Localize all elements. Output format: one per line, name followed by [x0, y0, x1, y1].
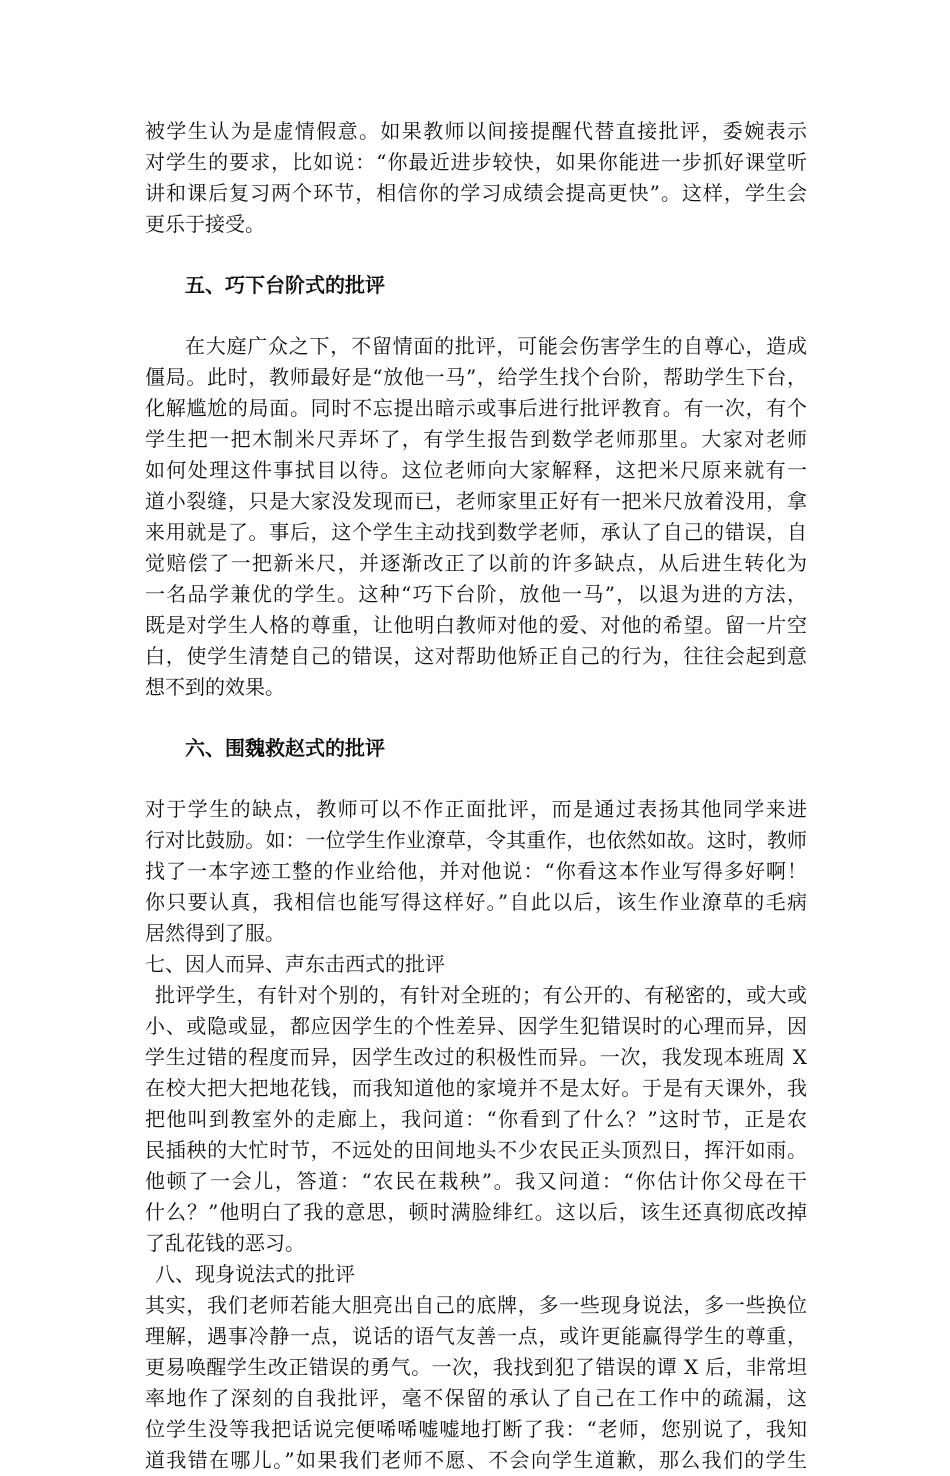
- text-line: 你只要认真，我相信也能写得这样好。”自此以后，该生作业潦草的毛病: [145, 890, 807, 914]
- text-line: 小、或隐或显，都应因学生的个性差异、因学生犯错误时的心理而异，因: [145, 1014, 807, 1038]
- text-line: 批评学生，有针对个别的，有针对全班的；有公开的、有秘密的，或大或: [155, 983, 807, 1007]
- text-line: 化解尴尬的局面。同时不忘提出暗示或事后进行批评教育。有一次，有个: [145, 396, 807, 420]
- text-line: 找了一本字迹工整的作业给他，并对他说：“你看这本作业写得多好啊！: [145, 859, 807, 883]
- section-heading-8: 八、现身说法式的批评: [155, 1262, 355, 1286]
- text-line: 行对比鼓励。如：一位学生作业潦草，令其重作，也依然如故。这时，教师: [145, 828, 807, 852]
- text-line: 学生过错的程度而异，因学生改过的积极性而异。一次，我发现本班周 X: [145, 1045, 807, 1069]
- text-line: 什么？”他明白了我的意思，顿时满脸绯红。这以后，该生还真彻底改掉: [145, 1200, 807, 1224]
- text-line: 更易唤醒学生改正错误的勇气。一次，我找到犯了错误的谭 X 后，非常坦: [145, 1355, 807, 1379]
- text-line: 对于学生的缺点，教师可以不作正面批评，而是通过表扬其他同学来进: [145, 797, 807, 821]
- text-line: 如何处理这件事拭目以待。这位老师向大家解释，这把米尺原来就有一: [145, 458, 807, 482]
- text-line: 一名品学兼优的学生。这种“巧下台阶，放他一马”，以退为进的方法，: [145, 582, 807, 606]
- text-line: 对学生的要求，比如说：“你最近进步较快，如果你能进一步抓好课堂听: [145, 150, 807, 174]
- section-heading-5: 五、巧下台阶式的批评: [185, 273, 385, 297]
- text-line: 道小裂缝，只是大家没发现而已，老师家里正好有一把米尺放着没用，拿: [145, 489, 807, 513]
- text-line: 了乱花钱的恶习。: [145, 1231, 305, 1255]
- text-line: 讲和课后复习两个环节，相信你的学习成绩会提高更快”。这样，学生会: [145, 181, 807, 205]
- text-line: 民插秧的大忙时节，不远处的田间地头不少农民正头顶烈日，挥汗如雨。: [145, 1138, 807, 1162]
- text-line: 率地作了深刻的自我批评，毫不保留的承认了自己在工作中的疏漏，这: [145, 1386, 807, 1410]
- text-line: 把他叫到教室外的走廊上，我问道：“你看到了什么？”这时节，正是农: [145, 1107, 807, 1131]
- paragraph-section-5: [145, 331, 807, 703]
- paragraph-intro: [145, 116, 807, 240]
- text-line: 在校大把大把地花钱，而我知道他的家境并不是太好。于是有天课外，我: [145, 1076, 807, 1100]
- text-line: 白，使学生清楚自己的错误，这对帮助他矫正自己的行为，往往会起到意: [145, 644, 807, 668]
- section-heading-7: 七、因人而异、声东击西式的批评: [145, 952, 445, 976]
- text-line: 被学生认为是虚情假意。如果教师以间接提醒代替直接批评，委婉表示: [145, 119, 807, 143]
- text-line: 他顿了一会儿，答道：“农民在栽秧”。我又问道：“你估计你父母在干: [145, 1169, 807, 1193]
- text-line: 道我错在哪儿。”如果我们老师不愿、不会向学生道歉，那么我们的学生: [145, 1448, 807, 1472]
- document-page: [145, 116, 807, 1476]
- paragraph-section-8: [145, 1290, 807, 1476]
- text-line: 更乐于接受。: [145, 212, 265, 236]
- text-line: 想不到的效果。: [145, 675, 285, 699]
- text-line: 来用就是了。事后，这个学生主动找到数学老师，承认了自己的错误，自: [145, 520, 807, 544]
- text-line: 觉赔偿了一把新米尺，并逐渐改正了以前的许多缺点，从后进生转化为: [145, 551, 807, 575]
- text-line: 理解，遇事冷静一点，说话的语气友善一点，或许更能赢得学生的尊重，: [145, 1324, 807, 1348]
- paragraph-section-6: [145, 794, 807, 949]
- text-line: 既是对学生人格的尊重，让他明白教师对他的爱、对他的希望。留一片空: [145, 613, 807, 637]
- text-line: 僵局。此时，教师最好是“放他一马”，给学生找个台阶，帮助学生下台，: [145, 365, 807, 389]
- section-heading-6: 六、围魏救赵式的批评: [185, 736, 385, 760]
- text-line: 其实，我们老师若能大胆亮出自己的底牌，多一些现身说法，多一些换位: [145, 1293, 807, 1317]
- text-line: 学生把一把木制米尺弄坏了，有学生报告到数学老师那里。大家对老师: [145, 427, 807, 451]
- paragraph-section-7: [145, 980, 807, 1259]
- text-line: 位学生没等我把话说完便唏唏嘘嘘地打断了我：“老师，您别说了，我知: [145, 1417, 807, 1441]
- text-line: 居然得到了服。: [145, 921, 285, 945]
- text-line: 在大庭广众之下，不留情面的批评，可能会伤害学生的自尊心，造成: [185, 334, 807, 358]
